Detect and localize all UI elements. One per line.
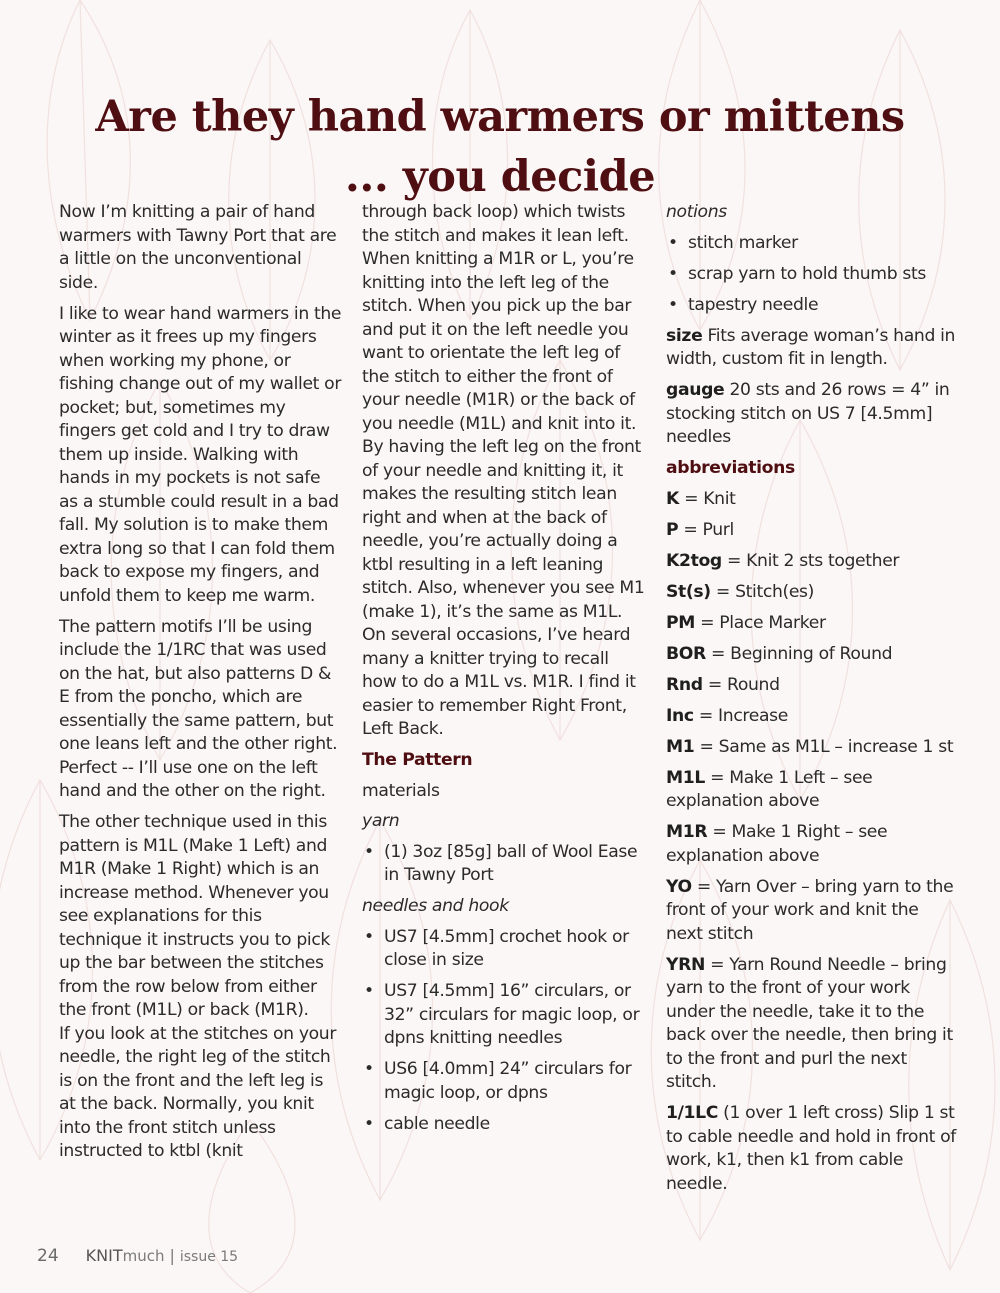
abbreviation-entry [666,550,956,574]
abbreviation-entry [666,674,956,698]
abbreviation-value: = Knit [678,488,736,509]
abbreviation-entry [666,821,956,868]
abbreviation-key: Inc [666,705,694,726]
bullet-icon: • [364,981,374,1001]
size-text: Fits average woman’s hand in width, custom fit in length. [666,325,956,369]
abbreviation-entry [666,876,956,947]
abbreviation-key: P [666,519,679,540]
gauge-label: gauge [666,380,725,400]
list-item [666,232,956,256]
hand-warmers-paragraph: I like to wear hand warmers in the winter as it frees up my fingers when working my phone, or fishing change out of my wallet or pocket; but, sometimes my fingers get cold and I try to draw them up inside. Walking with hands in my pockets is not safe as a stumble could result in a bad fall. My solution is to make them extra long so that I can fold them back to expose my fingers, and unfold them to keep me warm. [59,303,342,606]
bullet-icon: • [668,263,678,284]
needle-item: cable needle [384,1113,490,1134]
notion-item: stitch marker [688,232,798,253]
abbreviation-key: 1/1LC [666,1103,719,1123]
abbreviation-value: = Round [702,674,780,695]
size-spec [666,325,956,372]
list-item [362,1113,648,1137]
abbreviation-entry [666,954,956,1095]
abbreviation-value: = Make 1 Right – see explanation above [666,822,888,866]
needles-heading: needles and hook [362,896,509,916]
abbreviation-value: = Increase [693,705,788,726]
list-item [666,263,956,287]
pattern-motifs-paragraph: The pattern motifs I’ll be using include the 1/1RC that was used on the hat, but also patterns D & E from the poncho, which are essentially the same pattern, but one leans left and the other right. Perfect -- I’ll use one on the left hand and the other on the right. [59,616,338,801]
intro-paragraph: Now I’m knitting a pair of hand warmers with Tawny Port that are a little on the unconventional side. [59,202,337,293]
list-item [362,926,648,973]
abbreviations-heading: abbreviations [666,458,795,478]
abbreviation-key: M1 [666,736,695,757]
abbreviation-key: Rnd [666,674,703,695]
notion-item: scrap yarn to hold thumb sts [688,263,926,284]
abbreviation-key: M1L [666,767,705,788]
needle-item: US7 [4.5mm] crochet hook or close in size [384,926,629,970]
size-label: size [666,325,703,346]
abbreviation-key: YO [666,876,692,897]
abbreviation-entry [666,519,956,543]
gauge-spec [666,379,956,450]
abbreviation-key: BOR [666,643,706,664]
abbreviations-list [666,488,956,1197]
notions-heading: notions [666,202,727,222]
abbreviation-value: = Purl [678,519,734,540]
abbreviation-entry [666,488,956,512]
abbreviation-value: = Yarn Over – bring yarn to the front of your work and knit the next stitch [666,876,954,944]
stitches-paragraph: If you look at the stitches on your needle, the right leg of the stitch is on the front and the left leg is at the back. Normally, you knit into the front stitch unless instructed to ktbl (knit [59,1023,337,1161]
issue-number: issue 15 [179,1249,239,1265]
bullet-icon: • [668,232,678,253]
abbreviation-value: = Beginning of Round [705,643,893,664]
materials-heading: materials [362,780,440,801]
notions-list [666,232,956,318]
abbreviation-entry [666,643,956,667]
list-item [362,980,648,1051]
abbreviation-key: YRN [666,954,706,975]
continuation-paragraph: through back loop) which twists the stitch and makes it lean left. When knitting a M1R or L, you’re knitting into the left leg of the stitch. When you pick up the bar and put it on the left needle you want to orientate the left leg of the stitch to either the front of your needle (M1R) or the back of you needle (M1L) and knit into it. By having the left leg on the front of your needle and knitting it, it makes the resulting stitch lean right and when at the back of needle, you’re actually doing a ktbl resulting in a left leaning stitch. Also, whenever you see M1 (make 1), it’s the same as M1L. On several occasions, I’ve heard many a knitter trying to recall how to do a M1L vs. M1R. I find it easier to remember Right Front, Left Back. [362,202,645,739]
abbreviation-key: PM [666,612,696,633]
magazine-brand-much: much [122,1247,165,1265]
abbreviation-key: K [666,488,679,509]
abbreviation-key: St(s) [666,581,711,602]
page-number: 24 [37,1246,59,1266]
abbreviation-entry [666,705,956,729]
abbreviation-value: = Knit 2 sts together [721,550,900,571]
magazine-brand-knit: KNIT [85,1246,123,1265]
abbreviation-value: = Same as M1L – increase 1 st [694,736,954,757]
column-2 [362,201,648,1144]
column-1 [59,201,344,1171]
notion-item: tapestry needle [688,294,819,315]
abbreviation-value: = Stitch(es) [710,581,815,602]
bullet-icon: • [364,841,374,862]
article-title [0,87,1000,207]
abbreviation-value: = Make 1 Left – see explanation above [666,767,873,811]
abbreviation-entry [666,736,956,760]
abbreviation-value: = Place Marker [695,612,826,633]
abbreviation-entry [666,1102,956,1196]
yarn-list [362,841,648,888]
abbreviation-key: M1R [666,822,708,842]
abbreviation-entry [666,581,956,605]
abbreviation-value: = Yarn Round Needle – bring yarn to the front of your work under the needle, take it to the back over the needle, then bring it to the front and purl the next stitch. [666,954,953,1092]
list-item [362,1058,648,1105]
bullet-icon: • [364,1113,374,1134]
footer-separator: | [169,1246,175,1265]
list-item [362,841,648,888]
list-item [666,294,956,318]
page-footer [37,1246,238,1266]
bullet-icon: • [364,926,374,947]
title-line-2: ... you decide [344,151,656,202]
bullet-icon: • [364,1059,374,1079]
column-3 [666,201,956,1204]
abbreviation-entry [666,767,956,814]
needle-item: US7 [4.5mm] 16” circulars, or 32” circulars for magic loop, or dpns knitting needles [384,981,640,1048]
abbreviation-value: (1 over 1 left cross) Slip 1 st to cable needle and hold in front of work, k1, then k1 from cable needle. [666,1103,956,1194]
abbreviation-entry [666,612,956,636]
yarn-item: (1) 3oz [85g] ball of Wool Ease in Tawny Port [384,841,638,885]
needles-list [362,926,648,1137]
needle-item: US6 [4.0mm] 24” circulars for magic loop, or dpns [384,1059,632,1103]
title-line-1: Are they hand warmers or mittens [95,91,905,142]
pattern-heading: The Pattern [362,750,473,770]
abbreviation-key: K2tog [666,550,722,571]
bullet-icon: • [668,294,678,315]
gauge-text: 20 sts and 26 rows = 4” in stocking stitch on US 7 [4.5mm] needles [666,380,950,447]
yarn-heading: yarn [362,811,400,831]
technique-paragraph: The other technique used in this pattern is M1L (Make 1 Left) and M1R (Make 1 Right) which is an increase method. Whenever you see explanations for this technique it instructs you to pick up the bar between the stitches from the row below from either the front (M1L) or back (M1R). [59,812,331,1020]
